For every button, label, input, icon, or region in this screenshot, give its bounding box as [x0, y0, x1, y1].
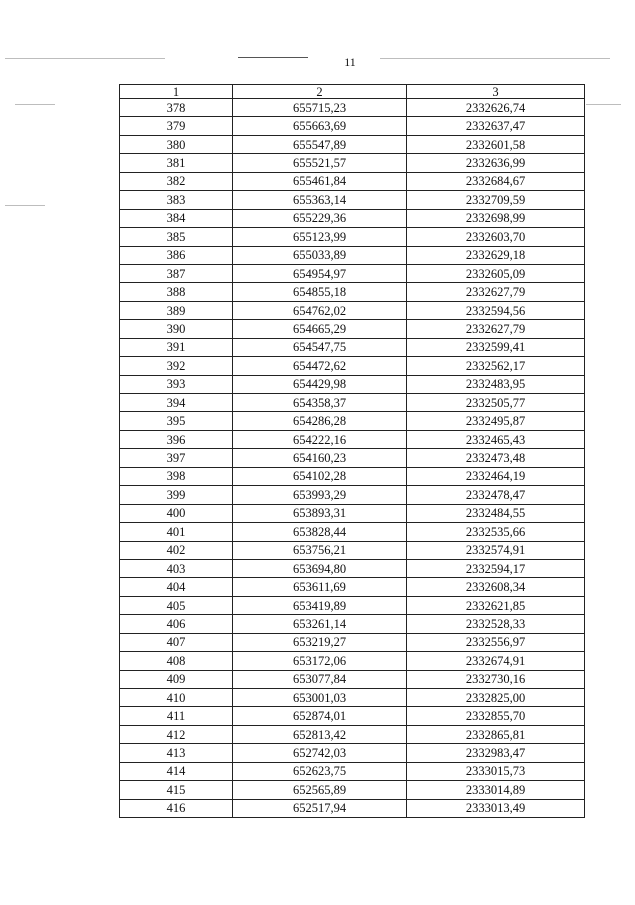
- table-row: [120, 338, 585, 356]
- y-coordinate-cell: 2332674,91: [407, 652, 585, 670]
- x-coordinate-cell: 654762,02: [233, 301, 407, 319]
- y-coordinate-cell: 2332698,99: [407, 209, 585, 227]
- table-row: [120, 135, 585, 153]
- y-coordinate-cell: 2332684,67: [407, 172, 585, 190]
- y-coordinate-cell: 2332603,70: [407, 228, 585, 246]
- y-coordinate-cell: 2332594,56: [407, 301, 585, 319]
- x-coordinate-cell: 654429,98: [233, 375, 407, 393]
- point-number-cell: 387: [120, 264, 233, 282]
- point-number-cell: 384: [120, 209, 233, 227]
- table-row: [120, 652, 585, 670]
- x-coordinate-cell: 654160,23: [233, 449, 407, 467]
- y-coordinate-cell: 2332464,19: [407, 467, 585, 485]
- point-number-cell: 404: [120, 578, 233, 596]
- x-coordinate-cell: 655547,89: [233, 135, 407, 153]
- y-coordinate-cell: 2332505,77: [407, 394, 585, 412]
- table-row: [120, 799, 585, 817]
- point-number-cell: 399: [120, 486, 233, 504]
- table-row: [120, 264, 585, 282]
- y-coordinate-cell: 2333014,89: [407, 781, 585, 799]
- x-coordinate-cell: 652517,94: [233, 799, 407, 817]
- table-row: [120, 596, 585, 614]
- point-number-cell: 381: [120, 154, 233, 172]
- y-coordinate-cell: 2332709,59: [407, 191, 585, 209]
- point-number-cell: 410: [120, 689, 233, 707]
- y-coordinate-cell: 2332599,41: [407, 338, 585, 356]
- column-header-1: 1: [120, 85, 233, 99]
- point-number-cell: 390: [120, 320, 233, 338]
- table-row: [120, 283, 585, 301]
- table-header: [120, 85, 585, 99]
- point-number-cell: 382: [120, 172, 233, 190]
- x-coordinate-cell: 654665,29: [233, 320, 407, 338]
- x-coordinate-cell: 653611,69: [233, 578, 407, 596]
- x-coordinate-cell: 653756,21: [233, 541, 407, 559]
- column-header-3: 3: [407, 85, 585, 99]
- x-coordinate-cell: 655363,14: [233, 191, 407, 209]
- x-coordinate-cell: 654954,97: [233, 264, 407, 282]
- table-row: [120, 523, 585, 541]
- point-number-cell: 414: [120, 762, 233, 780]
- x-coordinate-cell: 654472,62: [233, 357, 407, 375]
- y-coordinate-cell: 2332865,81: [407, 725, 585, 743]
- point-number-cell: 385: [120, 228, 233, 246]
- table-row: [120, 209, 585, 227]
- point-number-cell: 400: [120, 504, 233, 522]
- y-coordinate-cell: 2332562,17: [407, 357, 585, 375]
- x-coordinate-cell: 653694,80: [233, 559, 407, 577]
- y-coordinate-cell: 2332983,47: [407, 744, 585, 762]
- y-coordinate-cell: 2332528,33: [407, 615, 585, 633]
- y-coordinate-cell: 2332627,79: [407, 320, 585, 338]
- x-coordinate-cell: 653261,14: [233, 615, 407, 633]
- y-coordinate-cell: 2332465,43: [407, 430, 585, 448]
- x-coordinate-cell: 654855,18: [233, 283, 407, 301]
- point-number-cell: 409: [120, 670, 233, 688]
- table-body: [120, 99, 585, 818]
- point-number-cell: 406: [120, 615, 233, 633]
- x-coordinate-cell: 655715,23: [233, 99, 407, 117]
- x-coordinate-cell: 655123,99: [233, 228, 407, 246]
- point-number-cell: 407: [120, 633, 233, 651]
- table-row: [120, 357, 585, 375]
- column-header-2: 2: [233, 85, 407, 99]
- y-coordinate-cell: 2332626,74: [407, 99, 585, 117]
- y-coordinate-cell: 2332535,66: [407, 523, 585, 541]
- y-coordinate-cell: 2332855,70: [407, 707, 585, 725]
- table-row: [120, 707, 585, 725]
- table-row: [120, 412, 585, 430]
- point-number-cell: 412: [120, 725, 233, 743]
- x-coordinate-cell: 653172,06: [233, 652, 407, 670]
- y-coordinate-cell: 2332594,17: [407, 559, 585, 577]
- point-number-cell: 402: [120, 541, 233, 559]
- table-row: [120, 172, 585, 190]
- header-row: [120, 85, 585, 99]
- x-coordinate-cell: 655461,84: [233, 172, 407, 190]
- table-row: [120, 725, 585, 743]
- table-row: [120, 375, 585, 393]
- point-number-cell: 386: [120, 246, 233, 264]
- table-row: [120, 781, 585, 799]
- table-row: [120, 246, 585, 264]
- y-coordinate-cell: 2333013,49: [407, 799, 585, 817]
- y-coordinate-cell: 2332556,97: [407, 633, 585, 651]
- point-number-cell: 378: [120, 99, 233, 117]
- point-number-cell: 411: [120, 707, 233, 725]
- x-coordinate-cell: 653001,03: [233, 689, 407, 707]
- y-coordinate-cell: 2332605,09: [407, 264, 585, 282]
- point-number-cell: 394: [120, 394, 233, 412]
- y-coordinate-cell: 2332730,16: [407, 670, 585, 688]
- scan-artifact-left-1: [15, 104, 55, 105]
- x-coordinate-cell: 655229,36: [233, 209, 407, 227]
- y-coordinate-cell: 2332574,91: [407, 541, 585, 559]
- y-coordinate-cell: 2332636,99: [407, 154, 585, 172]
- x-coordinate-cell: 653993,29: [233, 486, 407, 504]
- y-coordinate-cell: 2332601,58: [407, 135, 585, 153]
- scan-artifact-left-2: [5, 205, 45, 206]
- y-coordinate-cell: 2332627,79: [407, 283, 585, 301]
- x-coordinate-cell: 652623,75: [233, 762, 407, 780]
- point-number-cell: 413: [120, 744, 233, 762]
- point-number-cell: 398: [120, 467, 233, 485]
- point-number-cell: 401: [120, 523, 233, 541]
- x-coordinate-cell: 654222,16: [233, 430, 407, 448]
- table-row: [120, 744, 585, 762]
- y-coordinate-cell: 2332608,34: [407, 578, 585, 596]
- table-row: [120, 762, 585, 780]
- point-number-cell: 391: [120, 338, 233, 356]
- point-number-cell: 395: [120, 412, 233, 430]
- x-coordinate-cell: 655033,89: [233, 246, 407, 264]
- y-coordinate-cell: 2333015,73: [407, 762, 585, 780]
- point-number-cell: 408: [120, 652, 233, 670]
- table-row: [120, 670, 585, 688]
- table-row: [120, 191, 585, 209]
- x-coordinate-cell: 652874,01: [233, 707, 407, 725]
- point-number-cell: 383: [120, 191, 233, 209]
- table-row: [120, 486, 585, 504]
- y-coordinate-cell: 2332484,55: [407, 504, 585, 522]
- x-coordinate-cell: 653893,31: [233, 504, 407, 522]
- point-number-cell: 380: [120, 135, 233, 153]
- x-coordinate-cell: 654286,28: [233, 412, 407, 430]
- table-row: [120, 633, 585, 651]
- point-number-cell: 416: [120, 799, 233, 817]
- y-coordinate-cell: 2332621,85: [407, 596, 585, 614]
- x-coordinate-cell: 652565,89: [233, 781, 407, 799]
- page-number: 11: [344, 55, 356, 69]
- table-row: [120, 449, 585, 467]
- point-number-cell: 389: [120, 301, 233, 319]
- table-row: [120, 430, 585, 448]
- point-number-cell: 405: [120, 596, 233, 614]
- table-row: [120, 301, 585, 319]
- table-row: [120, 320, 585, 338]
- table-row: [120, 154, 585, 172]
- point-number-cell: 396: [120, 430, 233, 448]
- point-number-cell: 403: [120, 559, 233, 577]
- table-row: [120, 541, 585, 559]
- y-coordinate-cell: 2332483,95: [407, 375, 585, 393]
- point-number-cell: 392: [120, 357, 233, 375]
- table-row: [120, 228, 585, 246]
- y-coordinate-cell: 2332473,48: [407, 449, 585, 467]
- x-coordinate-cell: 654102,28: [233, 467, 407, 485]
- x-coordinate-cell: 654547,75: [233, 338, 407, 356]
- x-coordinate-cell: 655521,57: [233, 154, 407, 172]
- x-coordinate-cell: 652742,03: [233, 744, 407, 762]
- point-number-cell: 388: [120, 283, 233, 301]
- y-coordinate-cell: 2332629,18: [407, 246, 585, 264]
- scan-artifact-right-1: [586, 104, 621, 105]
- point-number-cell: 393: [120, 375, 233, 393]
- y-coordinate-cell: 2332825,00: [407, 689, 585, 707]
- table-row: [120, 578, 585, 596]
- y-coordinate-cell: 2332637,47: [407, 117, 585, 135]
- table-row: [120, 504, 585, 522]
- x-coordinate-cell: 655663,69: [233, 117, 407, 135]
- x-coordinate-cell: 653077,84: [233, 670, 407, 688]
- table-row: [120, 559, 585, 577]
- x-coordinate-cell: 653828,44: [233, 523, 407, 541]
- y-coordinate-cell: 2332495,87: [407, 412, 585, 430]
- point-number-cell: 379: [120, 117, 233, 135]
- coordinates-table: [119, 84, 585, 818]
- x-coordinate-cell: 653219,27: [233, 633, 407, 651]
- x-coordinate-cell: 653419,89: [233, 596, 407, 614]
- table-row: [120, 99, 585, 117]
- x-coordinate-cell: 654358,37: [233, 394, 407, 412]
- point-number-cell: 415: [120, 781, 233, 799]
- table-row: [120, 117, 585, 135]
- y-coordinate-cell: 2332478,47: [407, 486, 585, 504]
- table-row: [120, 615, 585, 633]
- table-row: [120, 394, 585, 412]
- table-row: [120, 467, 585, 485]
- point-number-cell: 397: [120, 449, 233, 467]
- x-coordinate-cell: 652813,42: [233, 725, 407, 743]
- table-row: [120, 689, 585, 707]
